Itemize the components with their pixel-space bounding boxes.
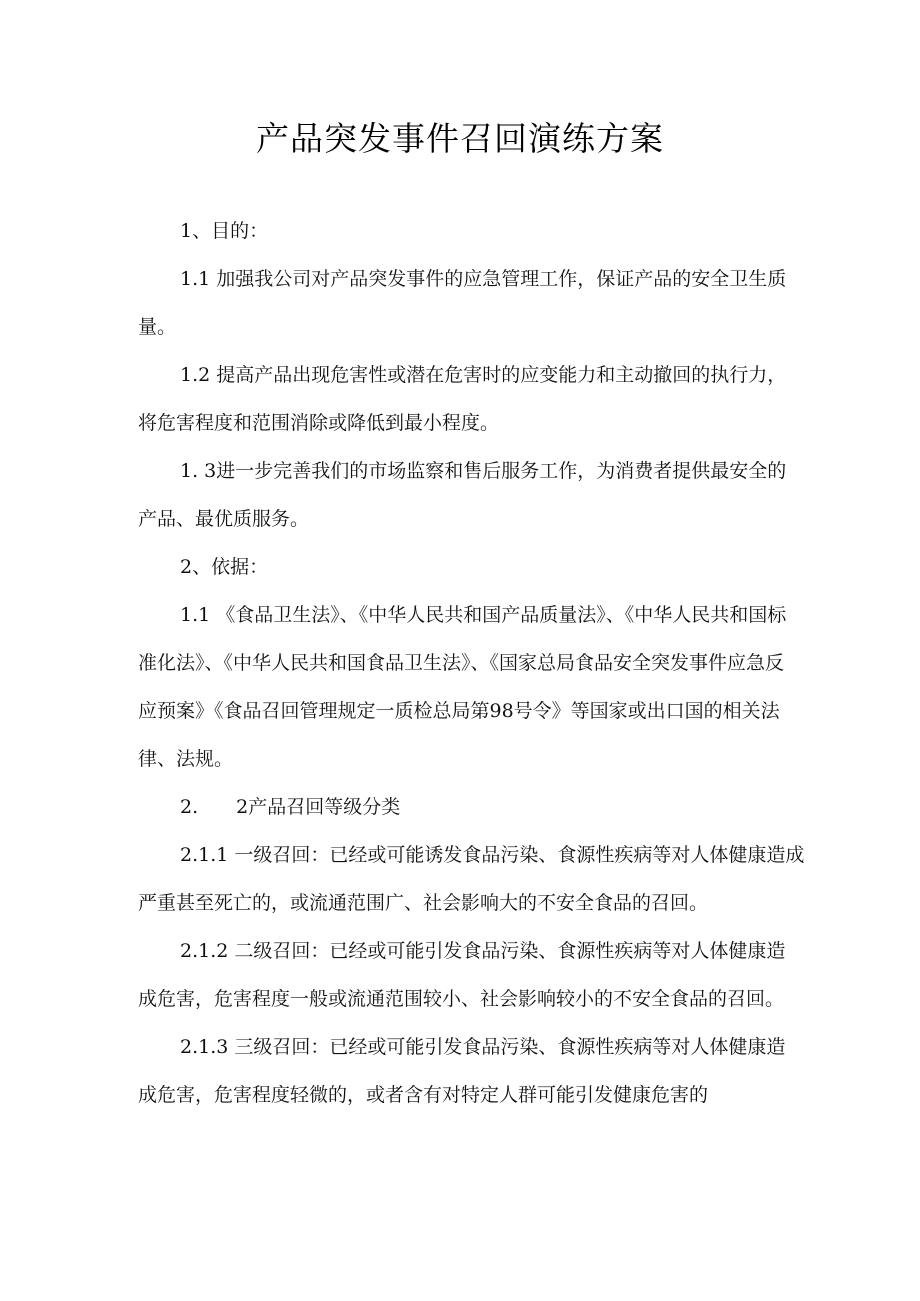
document-title: 产品突发事件召回演练方案	[256, 119, 664, 158]
recall-level-2: 2.1.2 二级召回：已经或可能引发食品污染、食源性疾病等对人体健康造成危害，危害程度一般或流通范围较小、社会影响较小的不安全食品的召回。	[138, 940, 786, 1010]
section-basis-heading: 2、依据：	[180, 556, 269, 578]
recall-level-3: 2.1.3 三级召回：已经或可能引发食品污染、食源性疾病等对人体健康造成危害，危害程度轻微的，或者含有对特定人群可能引发健康危害的	[138, 1036, 786, 1106]
purpose-item-1-3: 1. 3进一步完善我们的市场监察和售后服务工作，为消费者提供最安全的产品、最优质服务。	[138, 460, 787, 530]
recall-level-1: 2.1.1 一级召回：已经或可能诱发食品污染、食源性疾病等对人体健康造成严重甚至死亡的，或流通范围广、社会影响大的不安全食品的召回。	[138, 844, 805, 914]
recall-classification-heading: 2. 2产品召回等级分类	[180, 796, 401, 818]
basis-item-1-1: 1.1 《食品卫生法》、《中华人民共和国产品质量法》、《中华人民共和国标准化法》、《中华人民共和国食品卫生法》、《国家总局食品安全突发事件应急反应预案》《食品召回管理规定一质检总局第98号令》等国家或出口国的相关法律、法规。	[138, 604, 787, 770]
document-body	[138, 207, 805, 1119]
purpose-item-1-1: 1.1 加强我公司对产品突发事件的应急管理工作，保证产品的安全卫生质量。	[138, 268, 787, 338]
purpose-item-1-2: 1.2 提高产品出现危害性或潜在危害时的应变能力和主动撤回的执行力，将危害程度和范围消除或降低到最小程度。	[138, 364, 787, 434]
section-purpose-heading: 1、目的：	[180, 220, 269, 242]
